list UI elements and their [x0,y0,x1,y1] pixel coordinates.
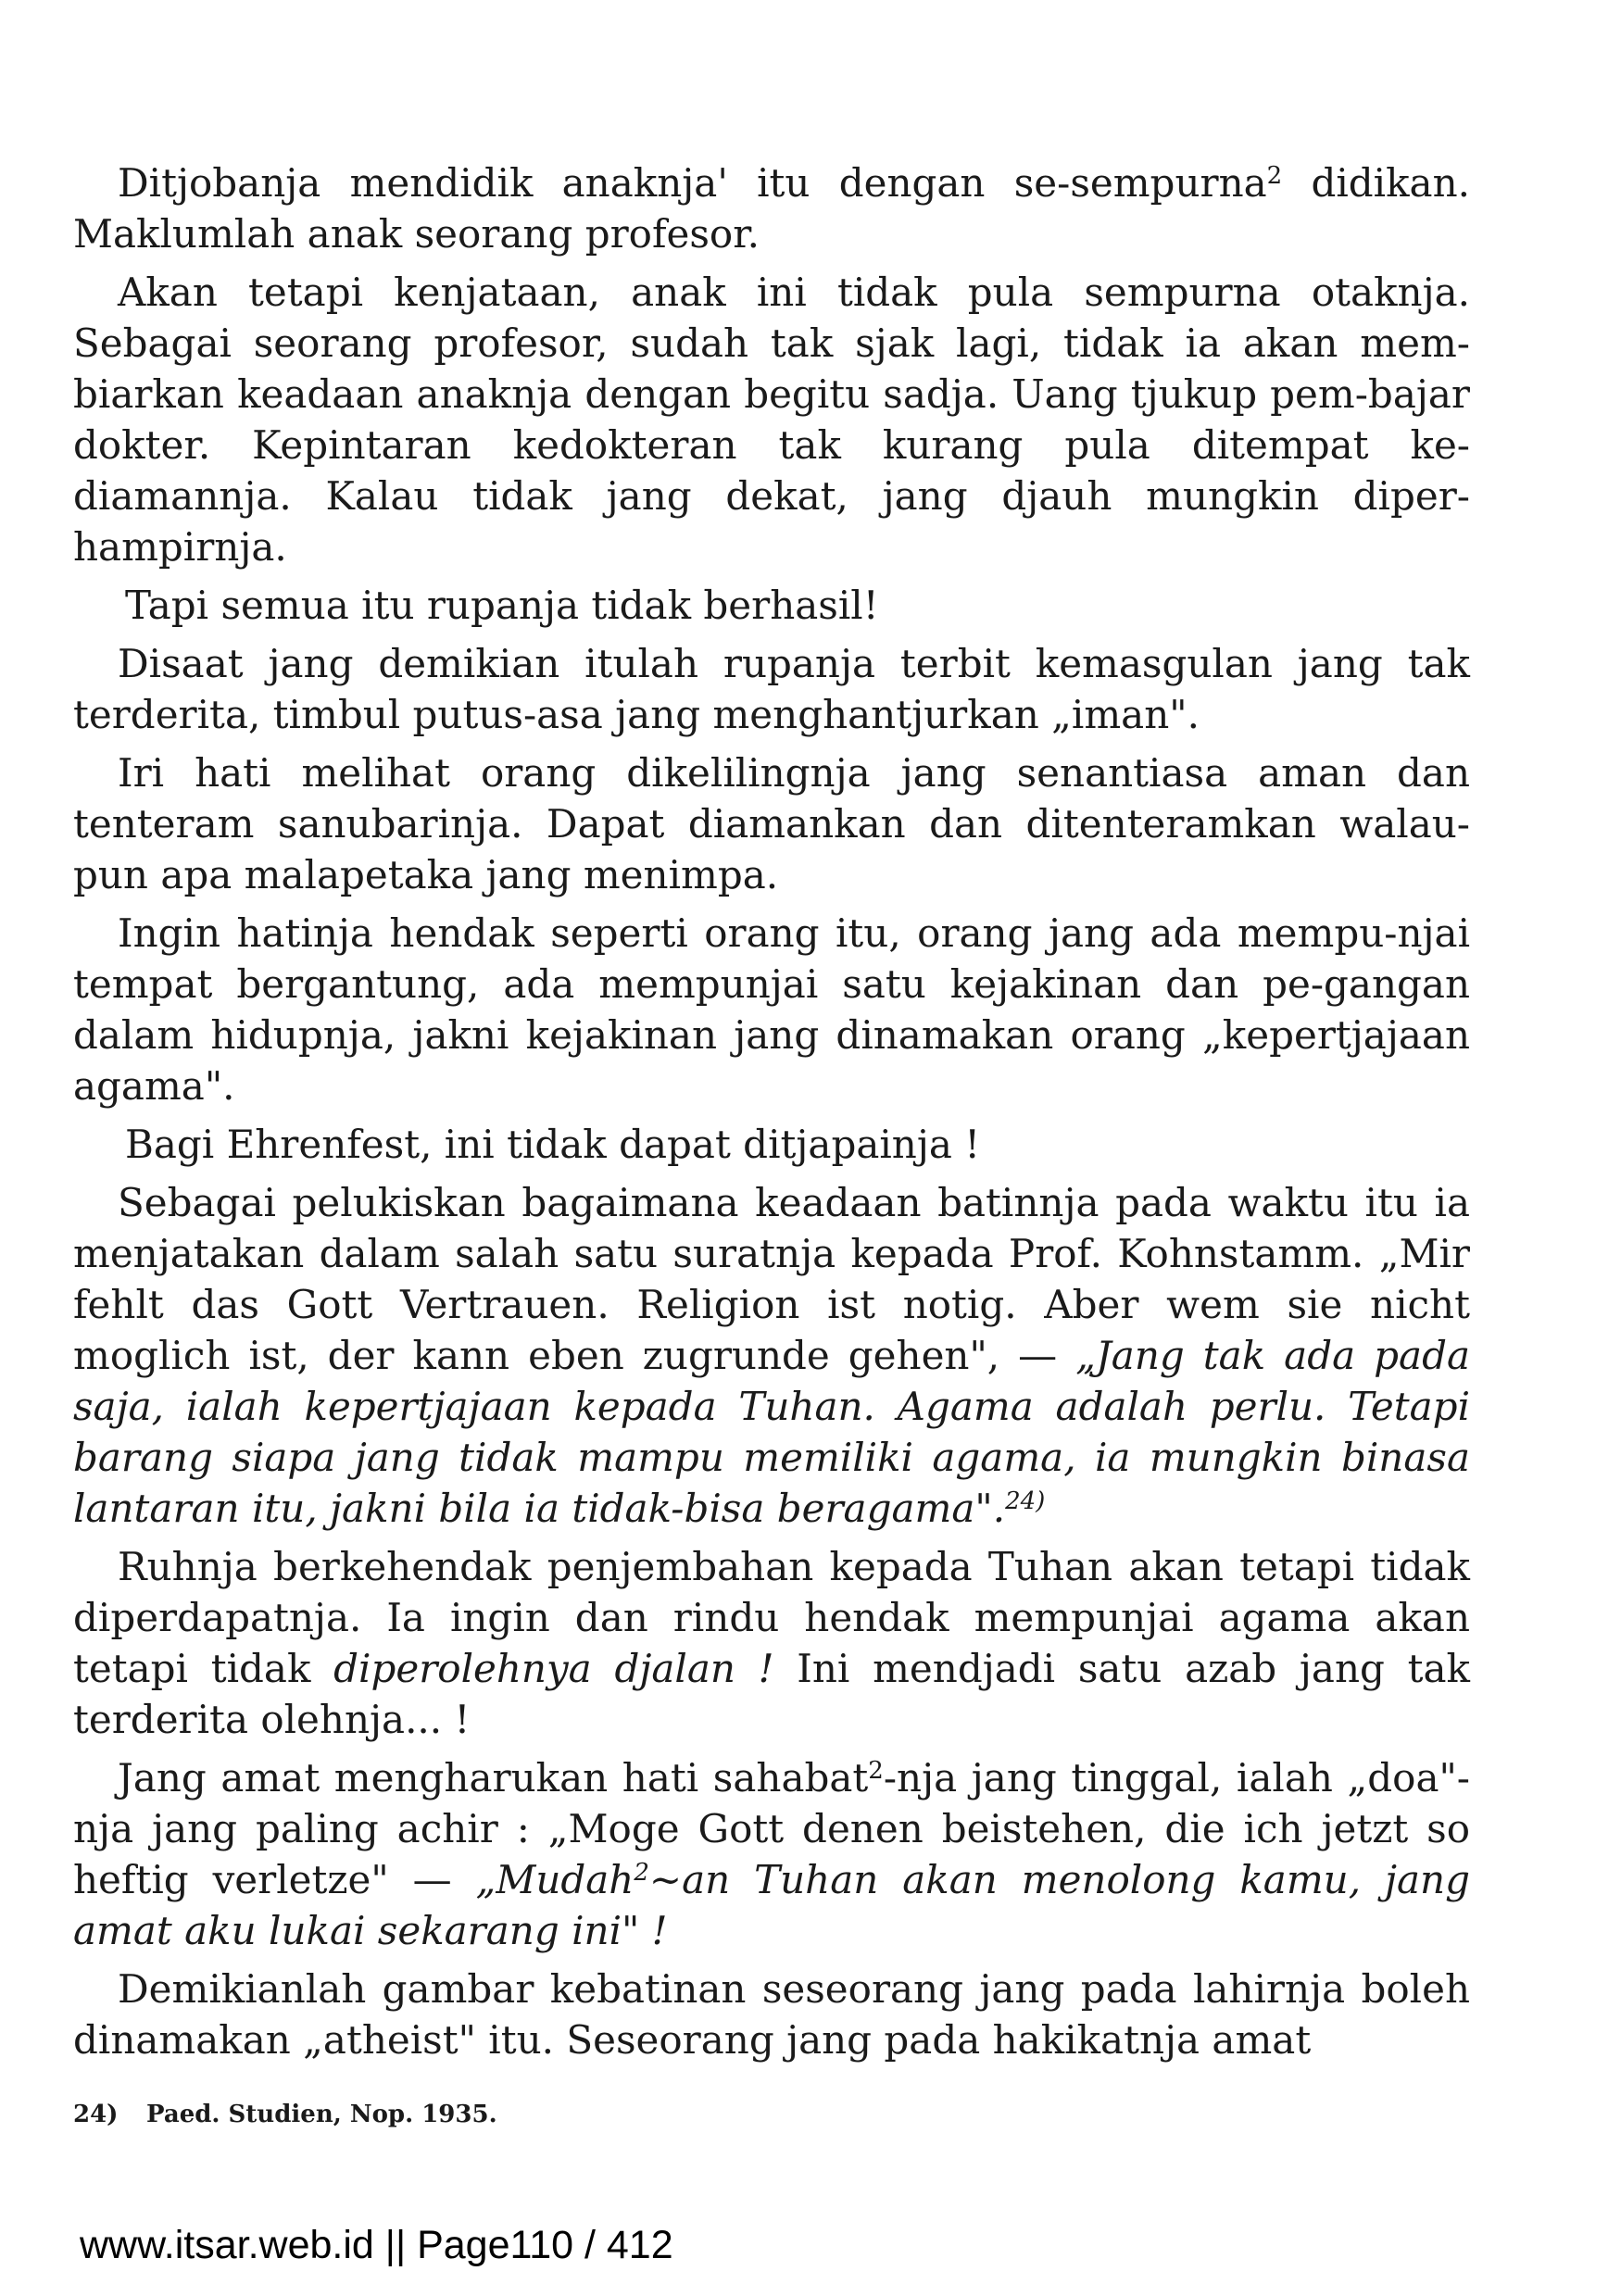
paragraph-9: Ruhnja berkehendak penjembahan kepada Tuhan akan tetapi tidak diperdapatnja. Ia ingin dan rindu hendak mempunjai agama akan tetapi tidak diperolehnya djalan ! Ini mendjadi satu azab jang tak terderita olehnja... ! [73,1544,1471,1742]
paragraph-11: Demikianlah gambar kebatinan seseorang jang pada lahirnja boleh dinamakan „atheist" itu. Seseorang jang pada hakikatnja amat [73,1966,1470,2063]
paragraph-10: Jang amat mengharukan hati sahabat$^2$-nja jang tinggal, ialah „doa"-nja jang paling achir : „Moge Gott denen beistehen, die ich jetzt so heftig verletze" — „Mudah$^2$~an Tuhan akan menolong kamu, jang amat aku lukai sekarang ini" ! [73,1755,1471,1953]
paragraph-6: Ingin hatinja hendak seperti orang itu, orang jang ada mempu-njai tempat bergantung, ada mempunjai satu kejakinan dan pe-gangan dalam hidupnja, jakni kejakinan jang dinamakan orang „kepertjajaan agama". [73,910,1470,1109]
paragraph-7: Bagi Ehrenfest, ini tidak dapat ditjapainja ! [125,1122,981,1167]
page-footer: www.itsar.web.id || Page110 / 412 [80,2223,673,2267]
body-text [73,157,1470,2073]
paragraph-4: Disaat jang demikian itulah rupanja terbit kemasgulan jang tak terderita, timbul putus-asa jang menghantjurkan „iman". [73,641,1470,737]
footnote-text: Paed. Studien, Nop. 1935. [146,2101,497,2128]
footnote [73,2101,497,2128]
paragraph-8: Sebagai pelukiskan bagaimana keadaan batinnja pada waktu itu ia menjatakan dalam salah satu suratnja kepada Prof. Kohnstamm. „Mir fehlt das Gott Vertrauen. Religion ist notig. Aber wem sie nicht moglich ist, der kann eben zugrunde gehen", — „Jang tak ada pada saja, ialah kepertjajaan kepada Tuhan. Agama adalah perlu. Tetapi barang siapa jang tidak mampu memiliki agama, ia mungkin binasa lantaran itu, jakni bila ia tidak-bisa beragama".$^{24)}$ [73,1180,1470,1531]
paragraph-5: Iri hati melihat orang dikelilingnja jang senantiasa aman dan tenteram sanubarinja. Dapat diamankan dan ditenteramkan walau-pun apa malapetaka jang menimpa. [73,750,1470,897]
paragraph-2: Akan tetapi kenjataan, anak ini tidak pula sempurna otaknja. Sebagai seorang profesor, sudah tak sjak lagi, tidak ia akan mem-biarkan keadaan anaknja dengan begitu sadja. Uang tjukup pem-bajar dokter. Kepintaran kedokteran tak kurang pula ditempat ke-diamannja. Kalau tidak jang dekat, jang djauh mungkin diper-hampirnja. [73,270,1470,570]
paragraph-3: Tapi semua itu rupanja tidak berhasil! [125,583,879,628]
paragraph-1: Ditjobanja mendidik anaknja' itu dengan se-sempurna$^2$ didikan. Maklumlah anak seorang profesor. [73,160,1470,257]
footnote-number: 24) [73,2101,119,2128]
